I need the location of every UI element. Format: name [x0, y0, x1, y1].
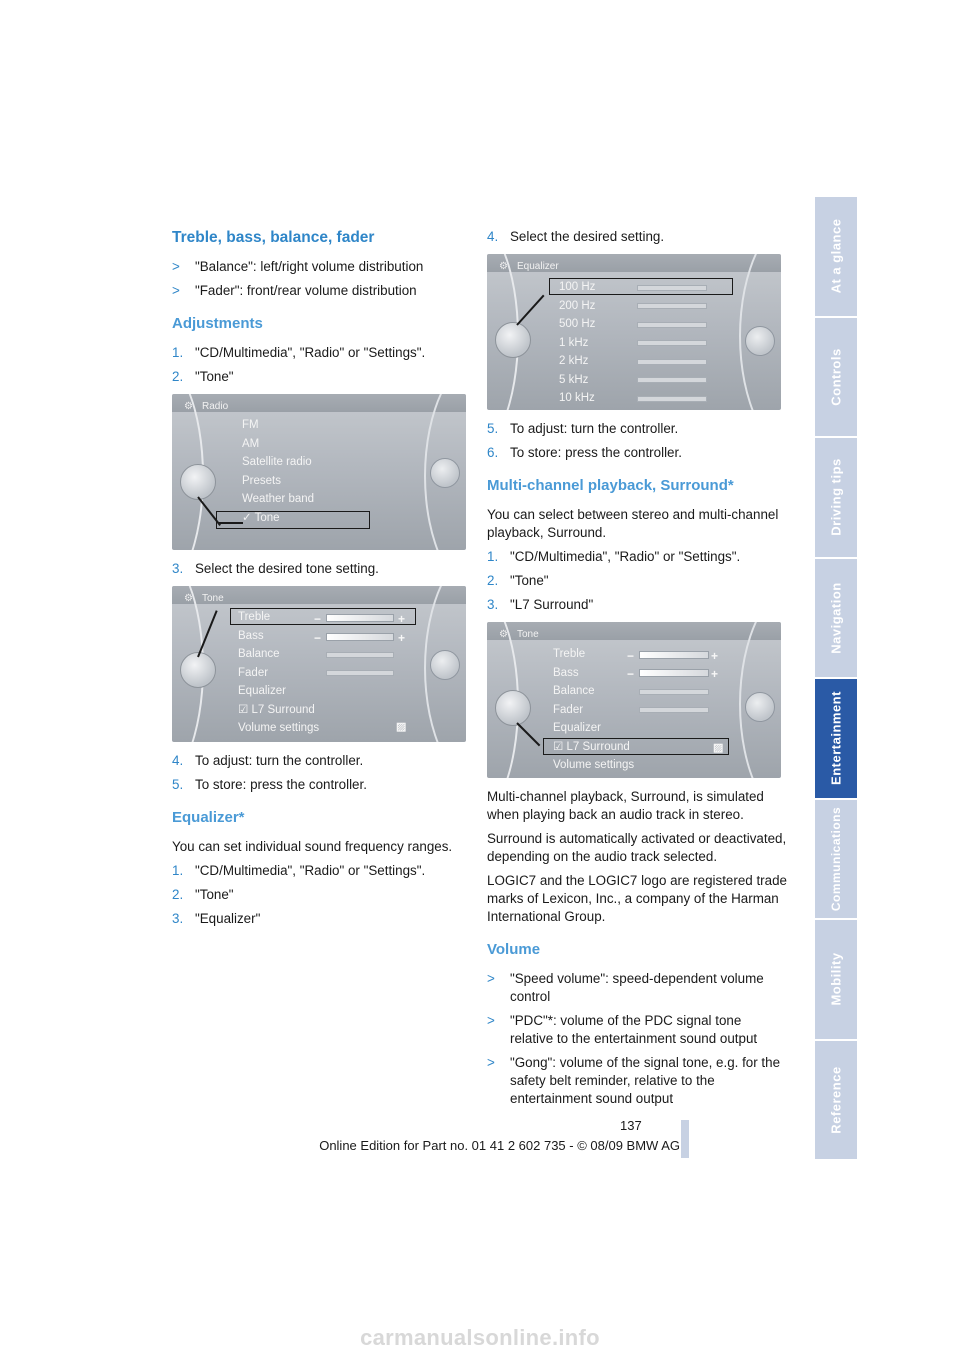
bullet-text: "Gong": volume of the signal tone, e.g. for the safety belt reminder, relative to the entertainment sound output [510, 1055, 781, 1106]
bullet-mark: > [487, 971, 495, 986]
menu-item: 5 kHz [559, 373, 589, 386]
step-item [487, 228, 787, 246]
tab-reference[interactable] [815, 1041, 857, 1160]
tab-at-a-glance[interactable] [815, 197, 857, 316]
heading-volume: Volume [487, 941, 541, 958]
step-number: 1. [172, 345, 184, 360]
eq-band-track [637, 359, 707, 365]
step-item [172, 368, 472, 386]
eq-band-track [637, 377, 707, 383]
step-text: "L7 Surround" [510, 597, 594, 612]
menu-item: Volume settings [238, 722, 320, 734]
screen-title: Equalizer [517, 261, 559, 272]
step-number: 2. [487, 573, 499, 588]
menu-item: 1 kHz [559, 336, 589, 349]
bullet-mark: > [172, 283, 180, 298]
menu-item: 10 kHz [559, 392, 595, 404]
menu-item: Equalizer [553, 722, 601, 734]
fader-track [639, 707, 709, 713]
step-item [172, 886, 472, 904]
eq-band-track [637, 303, 707, 309]
bass-slider [639, 669, 709, 677]
menu-item: Volume settings [553, 759, 635, 771]
treble-slider [326, 614, 394, 622]
minus-icon: − [627, 649, 635, 663]
list-item [487, 1012, 787, 1048]
step-number: 1. [487, 549, 499, 564]
step-number: 3. [172, 911, 184, 926]
step-number: 2. [172, 887, 184, 902]
menu-item: 200 Hz [559, 299, 596, 312]
step-item [172, 862, 472, 880]
menu-item: Treble [238, 611, 271, 623]
tab-label: Navigation [828, 582, 844, 654]
tab-label: Mobility [828, 952, 844, 1006]
page-number: 137 [620, 1118, 642, 1133]
menu-item: Bass [238, 629, 264, 642]
step-number: 1. [172, 863, 184, 878]
right-knob-icon [745, 326, 775, 356]
step-item [172, 752, 472, 770]
surround-icon: ▨ [396, 721, 407, 733]
menu-item: ☑ L7 Surround [238, 703, 315, 716]
paragraph: Surround is automatically activated or deactivated, depending on the audio track selected. [487, 831, 787, 864]
bullet-text: "Fader": front/rear volume distribution [195, 283, 417, 298]
right-knob-icon [430, 650, 460, 680]
screen-title: Tone [202, 593, 224, 604]
surround-icon: ▨ [713, 742, 724, 754]
right-knob-icon [430, 458, 460, 488]
step-item [172, 560, 472, 578]
menu-item: Weather band [242, 493, 315, 505]
step-item [487, 420, 787, 438]
step-text: "CD/Multimedia", "Radio" or "Settings". [195, 345, 426, 360]
tab-label: Controls [828, 348, 844, 406]
step-number: 5. [172, 777, 184, 792]
tone-surround-screenshot [487, 622, 781, 778]
treble-slider [639, 651, 709, 659]
menu-item: Presets [242, 474, 281, 487]
list-item [487, 1054, 787, 1108]
step-text: "Tone" [195, 887, 234, 902]
eq-band-track [637, 322, 707, 328]
eq-band-track [637, 285, 707, 291]
paragraph: LOGIC7 and the LOGIC7 logo are registered trade marks of Lexicon, Inc., a company of the Harman International Group. [487, 873, 787, 924]
eq-band-track [637, 396, 707, 402]
eq-band-track [637, 340, 707, 346]
menu-item: 2 kHz [559, 355, 589, 367]
step-text: Select the desired tone setting. [195, 561, 379, 576]
menu-item: AM [242, 437, 260, 450]
tab-label: Reference [828, 1066, 844, 1134]
tab-navigation[interactable] [815, 559, 857, 678]
watermark: carmanualsonline.info [360, 1325, 600, 1350]
tone-menu-screenshot [172, 586, 466, 742]
controller-knob-icon [495, 690, 531, 726]
bullet-text: "Balance": left/right volume distribution [195, 259, 424, 274]
tab-controls[interactable] [815, 318, 857, 437]
step-number: 6. [487, 445, 499, 460]
menu-item: ☑ L7 Surround [553, 740, 630, 753]
step-text: To store: press the controller. [195, 777, 367, 792]
bullet-text: "PDC"*: volume of the PDC signal tone relative to the entertainment sound output [510, 1013, 758, 1046]
minus-icon: − [314, 631, 322, 645]
bullet-text: "Speed volume": speed-dependent volume control [510, 971, 764, 1004]
bullet-mark: > [172, 259, 180, 274]
step-item [487, 444, 787, 462]
tab-entertainment[interactable] [815, 679, 857, 798]
heading-surround: Multi-channel playback, Surround* [487, 477, 734, 494]
step-text: "CD/Multimedia", "Radio" or "Settings". [195, 863, 426, 878]
menu-item: Fader [553, 703, 584, 716]
list-item [172, 258, 472, 276]
tab-label: Communications [829, 806, 843, 911]
step-number: 4. [487, 229, 499, 244]
step-number: 3. [487, 597, 499, 612]
balance-track [639, 689, 709, 695]
controller-knob-icon [180, 464, 216, 500]
step-item [487, 572, 787, 590]
chapter-tabs [815, 197, 857, 1161]
menu-item: Bass [553, 666, 579, 679]
bullet-mark: > [487, 1013, 495, 1028]
plus-icon: + [398, 631, 406, 645]
tab-label: Driving tips [828, 458, 844, 537]
screen-title: Radio [202, 401, 229, 412]
plus-icon: + [711, 667, 719, 681]
step-text: "Tone" [195, 369, 234, 384]
step-number: 4. [172, 753, 184, 768]
minus-icon: − [627, 667, 635, 681]
radio-menu-screenshot [172, 394, 466, 550]
menu-item: ✓ Tone [242, 511, 280, 524]
step-text: Select the desired setting. [510, 229, 665, 244]
step-text: To adjust: turn the controller. [195, 753, 364, 768]
menu-item: Equalizer [238, 685, 286, 697]
settings-icon: ⚙ [499, 629, 508, 640]
step-number: 2. [172, 369, 184, 384]
settings-icon: ⚙ [499, 261, 508, 272]
menu-item: FM [242, 419, 259, 431]
surround-intro: You can select between stereo and multi-channel playback, Surround. [487, 507, 779, 540]
screen-title: Tone [517, 629, 539, 640]
list-item [487, 970, 787, 1006]
balance-track [326, 652, 394, 658]
heading-adjustments: Adjustments [172, 315, 263, 332]
menu-item: 500 Hz [559, 318, 596, 330]
equalizer-intro: You can set individual sound frequency ranges. [172, 839, 453, 854]
fader-track [326, 670, 394, 676]
tab-label: Entertainment [828, 691, 844, 786]
step-text: To adjust: turn the controller. [510, 421, 679, 436]
menu-item: Treble [553, 648, 586, 660]
bass-slider [326, 633, 394, 641]
menu-item: Fader [238, 666, 269, 679]
right-column [487, 228, 787, 1114]
step-item [172, 344, 472, 362]
menu-item: Balance [553, 685, 595, 697]
step-number: 3. [172, 561, 184, 576]
plus-icon: + [398, 612, 406, 626]
menu-item: 100 Hz [559, 281, 596, 293]
footer-text: Online Edition for Part no. 01 41 2 602 735 - © 08/09 BMW AG [319, 1138, 680, 1153]
tab-driving-tips[interactable] [815, 438, 857, 557]
left-column [172, 228, 472, 934]
bullet-mark: > [487, 1055, 495, 1070]
heading-equalizer: Equalizer* [172, 809, 245, 826]
controller-knob-icon [495, 322, 531, 358]
minus-icon: − [314, 612, 322, 626]
tab-label: At a glance [828, 218, 844, 294]
tab-mobility[interactable] [815, 920, 857, 1039]
step-text: To store: press the controller. [510, 445, 682, 460]
list-item [172, 282, 472, 300]
plus-icon: + [711, 649, 719, 663]
step-number: 5. [487, 421, 499, 436]
paragraph: Multi-channel playback, Surround, is simulated when playing back an audio track in stereo. [487, 789, 764, 822]
step-item [487, 596, 787, 614]
step-text: "CD/Multimedia", "Radio" or "Settings". [510, 549, 741, 564]
settings-icon: ⚙ [184, 401, 193, 412]
heading-treble-bass: Treble, bass, balance, fader [172, 229, 375, 246]
step-item [487, 548, 787, 566]
step-item [172, 776, 472, 794]
footer-bar [681, 1120, 689, 1158]
step-text: "Tone" [510, 573, 549, 588]
right-knob-icon [745, 692, 775, 722]
equalizer-screenshot [487, 254, 781, 410]
settings-icon: ⚙ [184, 593, 193, 604]
step-item [172, 910, 472, 928]
menu-item: Balance [238, 648, 280, 660]
menu-item: Satellite radio [242, 456, 312, 468]
tab-communications[interactable] [815, 800, 857, 919]
step-text: "Equalizer" [195, 911, 261, 926]
